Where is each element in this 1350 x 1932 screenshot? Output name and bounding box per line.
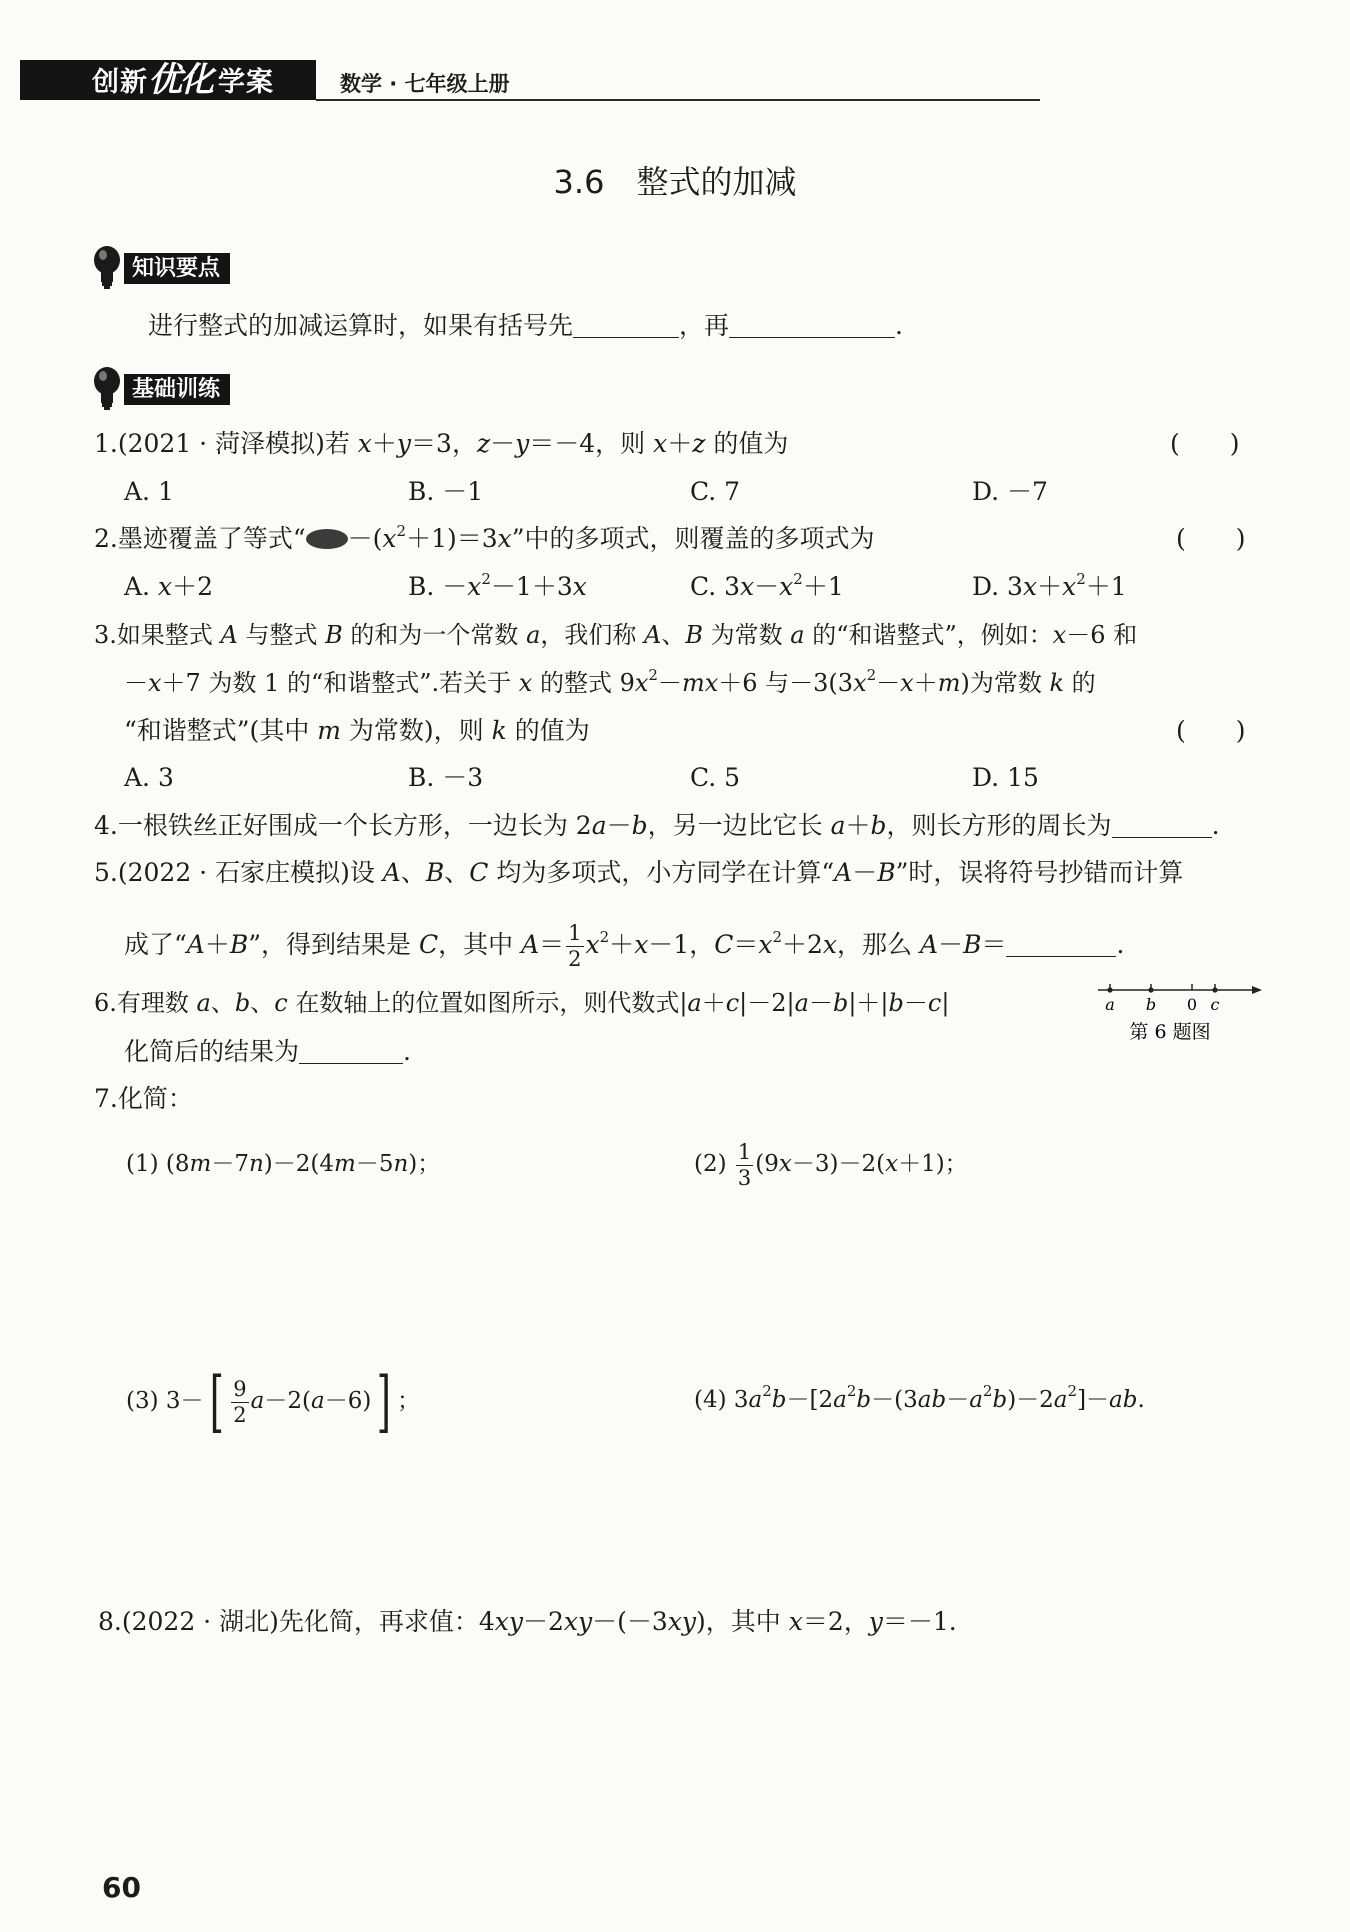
brand-title: 创新优化 学案 <box>92 60 274 100</box>
question-8: 8.(2022 · 湖北)先化简，再求值：4xy－2xy－(－3xy)，其中 x＝2，y＝－1. <box>98 1607 957 1636</box>
option-d[interactable]: D. $3x+x^2+1$ <box>972 570 1127 601</box>
answer-blank[interactable] <box>573 311 679 338</box>
question-3-line-1: 3.如果整式 A 与整式 B 的和为一个常数 a，我们称 A、B 为常数 a 的“和谐整式”，例如：x－6 和 <box>94 621 1138 649</box>
question-7-part-4: (4) $3a^2b-[2a^2b-(3ab-a^2b)-2a^2]-ab$. <box>694 1382 1145 1413</box>
point-a <box>1107 987 1112 992</box>
option-b[interactable]: B. －1 <box>408 477 484 506</box>
option-c[interactable]: C. $3x-x^2+1$ <box>690 570 844 601</box>
question-5-line-1: 5.(2022 · 石家庄模拟)设 A、B、C 均为多项式，小方同学在计算“A－B”时，误将符号抄错而计算 <box>94 858 1184 887</box>
knowledge-text: 进行整式的加减运算时，如果有括号先 ，再 . <box>148 311 903 340</box>
question-3-line-2: －x＋7 为数 1 的“和谐整式”.若关于 x 的整式 $9x^2-mx+6$ 与$-3(3x^2-x+m)$为常数 k 的 <box>124 666 1096 697</box>
ink-blot-icon <box>306 529 348 549</box>
question-3-line-3: “和谐整式”(其中 m 为常数)，则 k 的值为 <box>124 716 590 745</box>
answer-blank[interactable] <box>729 311 895 338</box>
answer-paren[interactable]: ( ) <box>1170 429 1240 458</box>
fraction: $\frac{1}{3}$ <box>737 1139 752 1190</box>
question-2: 2.墨迹覆盖了等式“ $-(x^2+1)=3x$”中的多项式，则覆盖的多项式为 <box>94 522 875 553</box>
option-d[interactable]: D. 15 <box>972 763 1039 792</box>
figure-caption: 第 6 题图 <box>1129 1021 1211 1043</box>
option-a[interactable]: A. 3 <box>124 763 174 792</box>
answer-paren[interactable]: ( ) <box>1176 716 1246 745</box>
question-6-line-2: 化简后的结果为 . <box>124 1037 411 1066</box>
subject-label: 数学 · 七年级上册 <box>340 72 510 96</box>
answer-blank[interactable] <box>1112 811 1212 838</box>
question-1: 1.(2021 · 菏泽模拟)若 x＋y＝3，z－y＝－4，则 x＋z 的值为 <box>94 429 789 458</box>
label-a: a <box>1105 995 1115 1014</box>
lightbulb-icon <box>92 365 122 411</box>
point-b <box>1148 987 1153 992</box>
number-line-figure <box>1096 982 1262 1046</box>
section-label: 知识要点 <box>124 253 230 284</box>
question-6-line-1: 6.有理数 a、b、c 在数轴上的位置如图所示，则代数式|a＋c|－2|a－b|＋|b－c| <box>94 989 950 1017</box>
option-a[interactable]: A. x＋2 <box>124 572 213 601</box>
option-a[interactable]: A. 1 <box>124 477 174 506</box>
label-c: c <box>1210 995 1220 1014</box>
option-b[interactable]: B. －3 <box>408 763 484 792</box>
question-5-line-2: 成了“A＋B”，得到结果是 C，其中 A＝ $\frac{1}{2}$ $x^2+x-1$，$C=x^2+2x$，那么 A－B＝ . <box>124 921 1125 971</box>
question-4: 4.一根铁丝正好围成一个长方形，一边长为 2a－b，另一边比它长 a＋b，则长方形的周长为 . <box>94 811 1220 840</box>
answer-paren[interactable]: ( ) <box>1176 524 1246 553</box>
lesson-title: 3.6 整式的加减 <box>553 163 797 201</box>
label-b: b <box>1145 995 1157 1014</box>
question-7: 7.化简： <box>94 1084 193 1113</box>
option-c[interactable]: C. 7 <box>690 477 741 506</box>
point-c <box>1212 987 1217 992</box>
answer-blank[interactable] <box>1006 930 1116 957</box>
option-b[interactable]: B. $-x^2-1+3x$ <box>408 570 587 601</box>
header-rule <box>316 99 1040 101</box>
page-number: 60 <box>102 1871 141 1904</box>
question-7-part-2: (2) $\frac{1}{3}$ (9x－3)－2(x＋1)； <box>694 1139 968 1190</box>
option-d[interactable]: D. －7 <box>972 477 1048 506</box>
section-label: 基础训练 <box>124 374 230 405</box>
question-7-part-3: (3) 3－[ $\frac{9}{2}$ a－2(a－6)] ； <box>126 1363 421 1440</box>
lightbulb-icon <box>92 244 122 290</box>
fraction: $\frac{1}{2}$ <box>568 921 582 971</box>
answer-blank[interactable] <box>299 1037 403 1064</box>
question-7-part-1: (1) (8m－7n)－2(4m－5n)； <box>126 1151 441 1177</box>
number-line-arrow-icon <box>1252 986 1262 994</box>
label-zero: 0 <box>1186 995 1198 1014</box>
fraction: $\frac{9}{2}$ <box>233 1376 247 1427</box>
option-c[interactable]: C. 5 <box>690 763 741 792</box>
